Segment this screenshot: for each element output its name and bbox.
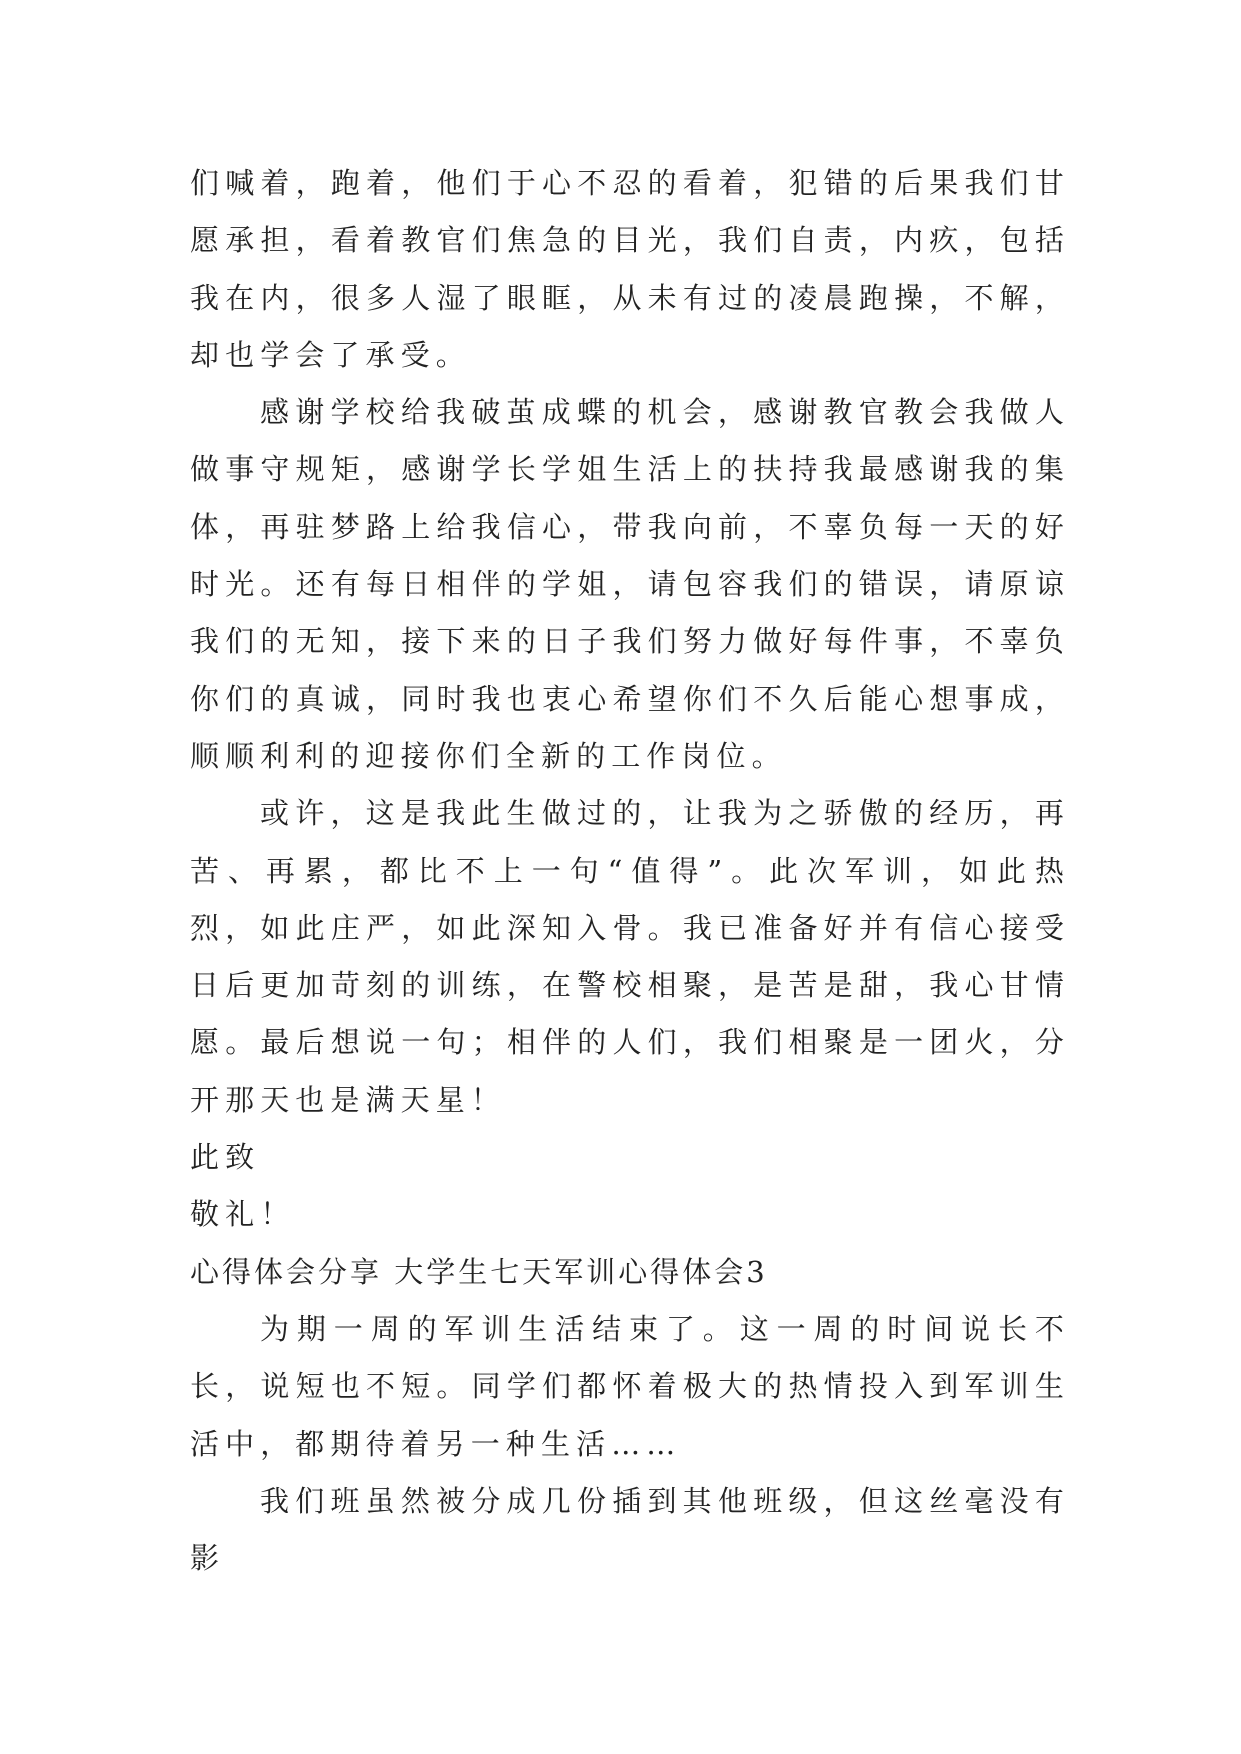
paragraph-2: 感谢学校给我破茧成蝶的机会，感谢教官教会我做人做事守规矩，感谢学长学姐生活上的扶持我最感谢我的集体，再驻梦路上给我信心，带我向前，不辜负每一天的好时光。还有每日相伴的学姐，请包容我们的错误，请原谅我们的无知，接下来的日子我们努力做好每件事，不辜负你们的真诚，同时我也衷心希望你们不久后能心想事成，顺顺利利的迎接你们全新的工作岗位。 <box>190 395 1070 773</box>
paragraph-3: 或许，这是我此生做过的，让我为之骄傲的经历，再苦、再累，都比不上一句“值得”。此次军训，如此热烈，如此庄严，如此深知入骨。我已准备好并有信心接受日后更加苛刻的训练，在警校相聚，是苦是甜，我心甘情愿。最后想说一句；相伴的人们，我们相聚是一团火，分开那天也是满天星！ <box>190 796 1070 1117</box>
closing-regards: 敬礼！ <box>190 1197 296 1232</box>
paragraph-5: 我们班虽然被分成几份插到其他班级，但这丝毫没有影 <box>190 1483 1070 1576</box>
closing-salutation: 此致 <box>190 1140 261 1175</box>
paragraph-1: 们喊着，跑着，他们于心不忍的看着，犯错的后果我们甘愿承担，看着教官们焦急的目光，我们自责，内疚，包括我在内，很多人湿了眼眶，从未有过的凌晨跑操，不解，却也学会了承受。 <box>190 166 1070 372</box>
section-heading: 心得体会分享 大学生七天军训心得体会3 <box>190 1254 768 1289</box>
paragraph-4: 为期一周的军训生活结束了。这一周的时间说长不长，说短也不短。同学们都怀着极大的热情投入到军训生活中，都期待着另一种生活…… <box>190 1311 1070 1461</box>
document-body <box>190 155 1070 1587</box>
